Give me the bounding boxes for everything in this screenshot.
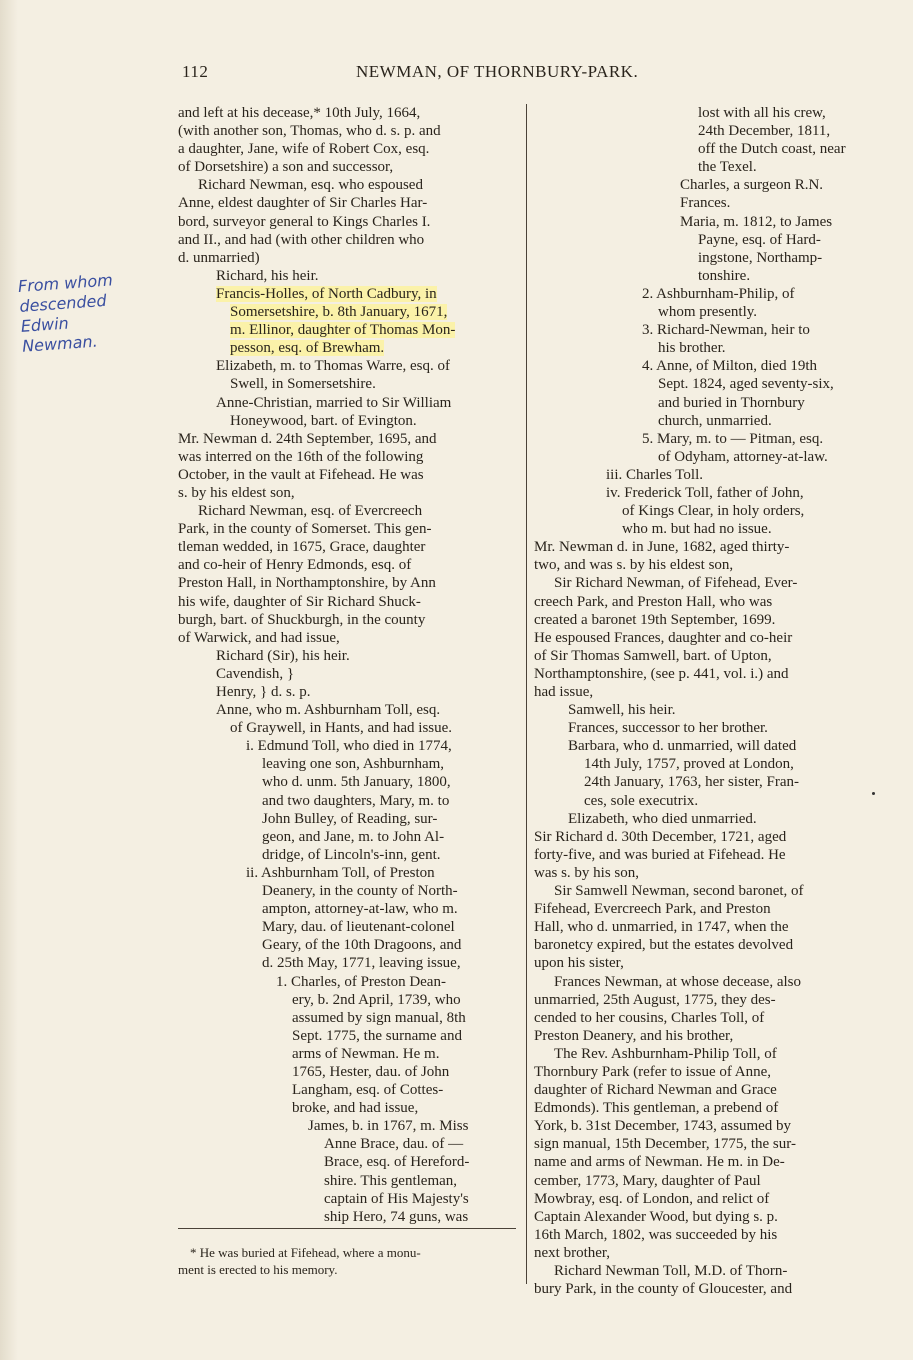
text-line: of Kings Clear, in holy orders, <box>622 503 805 520</box>
text-line: sign manual, 15th December, 1775, the sur- <box>534 1136 796 1153</box>
text-line: the Texel. <box>698 159 757 176</box>
text-line: d. 25th May, 1771, leaving issue, <box>262 955 461 972</box>
footnote <box>178 1244 518 1278</box>
text-line: burgh, bart. of Shuckburgh, in the county <box>178 611 426 628</box>
text-line: 14th July, 1757, proved at London, <box>584 756 794 773</box>
text-line: next brother, <box>534 1244 611 1261</box>
text-line: was interred on the 16th of the following <box>178 448 424 465</box>
text-line: 4. Anne, of Milton, died 19th <box>642 358 817 375</box>
footnote-line: ment is erected to his memory. <box>178 1262 338 1277</box>
text-line: Elizabeth, m. to Thomas Warre, esq. of <box>216 358 451 375</box>
text-line: Richard (Sir), his heir. <box>216 647 350 664</box>
text-line: Deanery, in the county of North- <box>262 883 458 900</box>
text-line: lost with all his crew, <box>698 105 826 121</box>
text-line: 5. Mary, m. to — Pitman, esq. <box>642 430 824 447</box>
text-line: bord, surveyor general to Kings Charles I. <box>178 213 431 230</box>
text-line: church, unmarried. <box>658 412 772 429</box>
text-line: 24th December, 1811, <box>698 123 831 140</box>
text-line: and two daughters, Mary, m. to <box>262 792 450 809</box>
text-line: Frances. <box>680 195 731 212</box>
text-line: geon, and Jane, m. to John Al- <box>262 828 445 845</box>
text-line: of Warwick, and had issue, <box>178 629 340 646</box>
text-line: dridge, of Lincoln's-inn, gent. <box>262 846 441 863</box>
text-line: unmarried, 25th August, 1775, they des- <box>534 991 776 1008</box>
text-line: ces, sole executrix. <box>584 792 699 809</box>
text-line: and co-heir of Henry Edmonds, esq. of <box>178 557 412 574</box>
text-line: who m. but had no issue. <box>622 521 772 538</box>
text-line: Francis-Holles, of North Cadbury, in <box>216 285 437 302</box>
text-line: Langham, esq. of Cottes- <box>292 1082 444 1099</box>
text-line: bury Park, in the county of Gloucester, and <box>534 1281 793 1298</box>
text-line: Richard Newman Toll, M.D. of Thorn- <box>554 1263 788 1279</box>
text-line: Honeywood, bart. of Evington. <box>230 412 417 429</box>
text-line: daughter of Richard Newman and Grace <box>534 1082 777 1099</box>
text-line: i. Edmund Toll, who died in 1774, <box>246 738 452 755</box>
page-number: 112 <box>182 62 209 81</box>
text-line: pesson, esq. of Brewham. <box>230 340 385 357</box>
text-line: Geary, of the 10th Dragoons, and <box>262 937 462 954</box>
text-line: 16th March, 1802, was succeeded by his <box>534 1226 778 1243</box>
text-line: and left at his decease,* 10th July, 1664, <box>178 105 421 121</box>
column-divider <box>526 104 527 1284</box>
handwritten-margin-note <box>17 267 162 357</box>
text-line: Thornbury Park (refer to issue of Anne, <box>534 1063 772 1080</box>
left-column <box>178 104 520 1226</box>
margin-note-line: Newman. <box>21 331 99 356</box>
text-line: his brother. <box>658 340 726 357</box>
text-line: Payne, esq. of Hard- <box>698 231 821 248</box>
text-line: off the Dutch coast, near <box>698 141 846 158</box>
text-line: Hall, who d. unmarried, in 1747, when the <box>534 919 789 936</box>
text-line: Swell, in Somersetshire. <box>230 376 376 393</box>
text-line: Park, in the county of Somerset. This gen- <box>178 521 432 538</box>
margin-note-line: Edwin <box>20 313 70 336</box>
text-line: Mr. Newman d. 24th September, 1695, and <box>178 430 437 447</box>
text-line: Brace, esq. of Hereford- <box>324 1154 470 1171</box>
text-line: Anne, eldest daughter of Sir Charles Har- <box>178 195 428 212</box>
text-line: 1765, Hester, dau. of John <box>292 1063 450 1080</box>
footnote-line: * He was buried at Fifehead, where a monu- <box>190 1245 421 1260</box>
text-line: assumed by sign manual, 8th <box>292 1009 466 1026</box>
text-line: Anne Brace, dau. of — <box>324 1136 464 1153</box>
text-line: John Bulley, of Reading, sur- <box>262 810 438 827</box>
text-line: his wife, daughter of Sir Richard Shuck- <box>178 593 421 610</box>
text-line: The Rev. Ashburnham-Philip Toll, of <box>554 1045 777 1062</box>
text-line: ii. Ashburnham Toll, of Preston <box>246 864 435 881</box>
text-line: tleman wedded, in 1675, Grace, daughter <box>178 539 426 556</box>
text-line: Mowbray, esq. of London, and relict of <box>534 1190 770 1207</box>
text-line: captain of His Majesty's <box>324 1190 469 1207</box>
margin-note-line: From whom <box>17 270 114 296</box>
text-line: creech Park, and Preston Hall, who was <box>534 593 773 610</box>
text-line: ship Hero, 74 guns, was <box>324 1208 469 1225</box>
text-line: tonshire. <box>698 267 751 284</box>
text-line: Samwell, his heir. <box>568 702 676 719</box>
margin-note-line: descended <box>18 290 108 316</box>
text-line: upon his sister, <box>534 955 624 972</box>
page-title: NEWMAN, OF THORNBURY-PARK. <box>356 62 639 81</box>
text-line: 1. Charles, of Preston Dean- <box>276 973 446 990</box>
text-line: Somersetshire, b. 8th January, 1671, <box>230 304 448 321</box>
text-line: Richard Newman, esq. who espoused <box>198 177 423 194</box>
text-line: of Graywell, in Hants, and had issue. <box>230 720 453 737</box>
text-line: cended to her cousins, Charles Toll, of <box>534 1009 765 1026</box>
text-line: forty-five, and was buried at Fifehead. He <box>534 846 786 863</box>
right-column <box>534 104 874 1298</box>
text-line: He espoused Frances, daughter and co-heir <box>534 629 793 646</box>
text-line: 3. Richard-Newman, heir to <box>642 322 810 339</box>
text-line: Elizabeth, who died unmarried. <box>568 810 757 827</box>
text-line: 2. Ashburnham-Philip, of <box>642 285 795 302</box>
text-line: of Odyham, attorney-at-law. <box>658 448 828 465</box>
text-line: a daughter, Jane, wife of Robert Cox, esq. <box>178 141 430 158</box>
text-line: of Sir Thomas Samwell, bart. of Upton, <box>534 647 772 664</box>
page-edge <box>0 0 18 1360</box>
text-line: Frances, successor to her brother. <box>568 720 768 737</box>
text-line: and buried in Thornbury <box>658 394 805 411</box>
text-line: Richard, his heir. <box>216 267 319 284</box>
text-line: Sir Richard Newman, of Fifehead, Ever- <box>554 575 798 592</box>
text-line: ery, b. 2nd April, 1739, who <box>292 991 461 1008</box>
text-line: Edmonds). This gentleman, a prebend of <box>534 1100 779 1117</box>
text-line: 24th January, 1763, her sister, Fran- <box>584 774 800 791</box>
text-line: leaving one son, Ashburnham, <box>262 756 445 773</box>
text-line: October, in the vault at Fifehead. He was <box>178 466 424 483</box>
text-line: had issue, <box>534 684 594 700</box>
text-line: ampton, attorney-at-law, who m. <box>262 901 458 918</box>
text-line: name and arms of Newman. He m. in De- <box>534 1154 785 1171</box>
text-line: cember, 1773, Mary, daughter of Paul <box>534 1172 761 1189</box>
text-line: who d. unm. 5th January, 1800, <box>262 774 451 791</box>
text-line: baronetcy expired, but the estates devolved <box>534 937 794 954</box>
text-line: iii. Charles Toll. <box>606 466 704 483</box>
text-line: Frances Newman, at whose decease, also <box>554 973 801 990</box>
ink-dot <box>872 792 875 795</box>
text-line: York, b. 31st December, 1743, assumed by <box>534 1118 792 1135</box>
text-line: Captain Alexander Wood, but dying s. p. <box>534 1208 778 1225</box>
text-line: iv. Frederick Toll, father of John, <box>606 484 804 501</box>
text-line: m. Ellinor, daughter of Thomas Mon- <box>230 322 456 339</box>
text-line: Anne-Christian, married to Sir William <box>216 394 452 411</box>
text-line: Mr. Newman d. in June, 1682, aged thirty- <box>534 539 790 556</box>
text-line: of Dorsetshire) a son and successor, <box>178 159 394 176</box>
text-line: Preston Deanery, and his brother, <box>534 1027 734 1044</box>
text-line: Richard Newman, esq. of Evercreech <box>198 503 423 520</box>
text-line: ingstone, Northamp- <box>698 249 823 266</box>
text-line: d. unmarried) <box>178 249 260 266</box>
text-line: two, and was s. by his eldest son, <box>534 557 734 574</box>
text-line: Henry, } d. s. p. <box>216 684 311 700</box>
text-line: Preston Hall, in Northamptonshire, by Ann <box>178 575 436 592</box>
text-line: and II., and had (with other children who <box>178 231 425 248</box>
text-line: Fifehead, Evercreech Park, and Preston <box>534 901 771 918</box>
text-line: created a baronet 19th September, 1699. <box>534 611 776 628</box>
text-line: arms of Newman. He m. <box>292 1045 440 1062</box>
text-line: Cavendish, } <box>216 665 295 682</box>
text-line: (with another son, Thomas, who d. s. p. and <box>178 123 441 140</box>
text-line: was s. by his son, <box>534 864 640 881</box>
text-line: Sir Samwell Newman, second baronet, of <box>554 883 804 900</box>
text-line: Barbara, who d. unmarried, will dated <box>568 738 797 755</box>
text-line: Northamptonshire, (see p. 441, vol. i.) and <box>534 665 789 682</box>
text-line: Charles, a surgeon R.N. <box>680 177 824 194</box>
footnote-rule <box>178 1228 516 1229</box>
text-line: Mary, dau. of lieutenant-colonel <box>262 919 455 936</box>
text-line: Sept. 1775, the surname and <box>292 1027 462 1044</box>
text-line: Sir Richard d. 30th December, 1721, aged <box>534 828 787 845</box>
text-line: James, b. in 1767, m. Miss <box>308 1118 469 1135</box>
text-line: whom presently. <box>658 304 758 321</box>
text-line: Maria, m. 1812, to James <box>680 213 833 230</box>
text-line: Anne, who m. Ashburnham Toll, esq. <box>216 702 441 719</box>
text-line: broke, and had issue, <box>292 1100 419 1117</box>
text-line: Sept. 1824, aged seventy-six, <box>658 376 834 393</box>
text-line: shire. This gentleman, <box>324 1172 458 1189</box>
text-line: s. by his eldest son, <box>178 484 295 501</box>
